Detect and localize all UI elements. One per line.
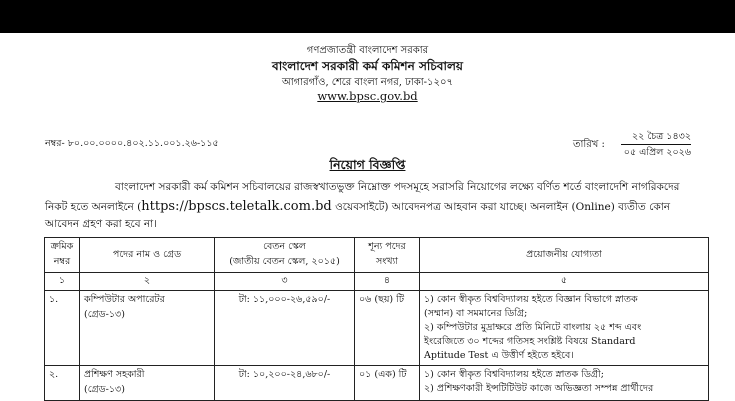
table-row	[45, 366, 709, 401]
column-number-row: ১ ২ ৩ ৪ ৫	[45, 273, 709, 291]
date-label: তারিখ :	[573, 139, 605, 150]
row-pay: টা: ১০,২০০-২৪,৬৮০/-	[215, 366, 355, 401]
row-post: প্রশিক্ষণ সহকারী (গ্রেড-১৩)	[80, 366, 215, 401]
vacancy-table	[44, 237, 709, 401]
document-page	[0, 33, 735, 400]
intro-line-3: আবেদন গ্রহণ করা হবে না।	[45, 218, 157, 230]
intro-line-2: নিকট হতে অনলাইনে (https://bpscs.teletalk.com.bd ওয়েবসাইটে) আবেদনপত্র আহবান করা যাচ্ছে। অনলাইন (Online) ব্যতীত কোন	[45, 199, 671, 214]
apply-url-link[interactable]: https://bpscs.teletalk.com.bd	[141, 199, 332, 214]
table-header-row	[45, 238, 709, 273]
office-address: আগারগাঁও, শেরে বাংলা নগর, ঢাকা-১২০৭	[282, 77, 453, 88]
header-post: পদের নাম ও গ্রেড	[80, 238, 215, 273]
row-serial: ২.	[45, 366, 80, 401]
row-qualification: ১) কোন স্বীকৃত বিশ্ববিদ্যালয় হইতে বিজ্ঞান বিভাগে স্নাতক (সম্মান) বা সমমানের ডিগ্রি; ২) কম্পিউটার মুদ্রাক্ষরে প্রতি মিনিটে বাংলায় ২৫ শব্দ এবং ইংরেজিতে ৩০ শব্দের গতিসহ সংশ্লিষ্ট বিষয়ে Standard Aptitude Test এ উত্তীর্ণ হইতে হইবে।	[420, 291, 709, 366]
memo-number: নম্বর- ৮০.০০.০০০০.৪০২.১১.০০১.২৬-১১৫	[45, 138, 219, 149]
website-link[interactable]: www.bpsc.gov.bd	[317, 89, 418, 103]
header-serial: ক্রমিক নম্বর	[45, 238, 80, 273]
row-post: কম্পিউটার অপারেটর (গ্রেড-১৩)	[80, 291, 215, 366]
row-vacancy: ০১ (এক) টি	[355, 366, 420, 401]
row-serial: ১.	[45, 291, 80, 366]
top-dark-bar	[0, 0, 735, 33]
notice-title: নিয়োগ বিজ্ঞপ্তি	[329, 157, 406, 172]
office-name: বাংলাদেশ সরকারী কর্ম কমিশন সচিবালয়	[272, 59, 463, 73]
header-qualification: প্রয়োজনীয় যোগ্যতা	[420, 238, 709, 273]
header-vacancy: শূন্য পদের সংখ্যা	[355, 238, 420, 273]
row-pay: টা: ১১,০০০-২৬,৫৯০/-	[215, 291, 355, 366]
row-vacancy: ০৬ (ছয়) টি	[355, 291, 420, 366]
date-block	[621, 129, 691, 160]
intro-line-1: বাংলাদেশ সরকারী কর্ম কমিশন সচিবালয়ের রাজস্বখাতভুক্ত নিম্নোক্ত পদসমূহে সরাসরি নিয়োগের লক্ষ্যে বর্ণিত শর্তে বাংলাদেশি নাগরিকদের	[115, 181, 680, 193]
table-row	[45, 291, 709, 366]
date-english: ০৫ এপ্রিল ২০২৬	[623, 147, 691, 158]
government-name: গণপ্রজাতন্ত্রী বাংলাদেশ সরকার	[306, 45, 429, 56]
header-pay-scale: বেতন স্কেল (জাতীয় বেতন স্কেল, ২০১৫)	[215, 238, 355, 273]
date-bangla: ২২ চৈত্র ১৪৩২	[621, 129, 691, 145]
row-qualification: ১) কোন স্বীকৃত বিশ্ববিদ্যালয় হইতে স্নাতক ডিগ্রী; ২) প্রশিক্ষণকারী ইন্সটিটিউট কাজে অভিজ্ঞতা সম্পন্ন প্রার্থীদের	[420, 366, 709, 401]
